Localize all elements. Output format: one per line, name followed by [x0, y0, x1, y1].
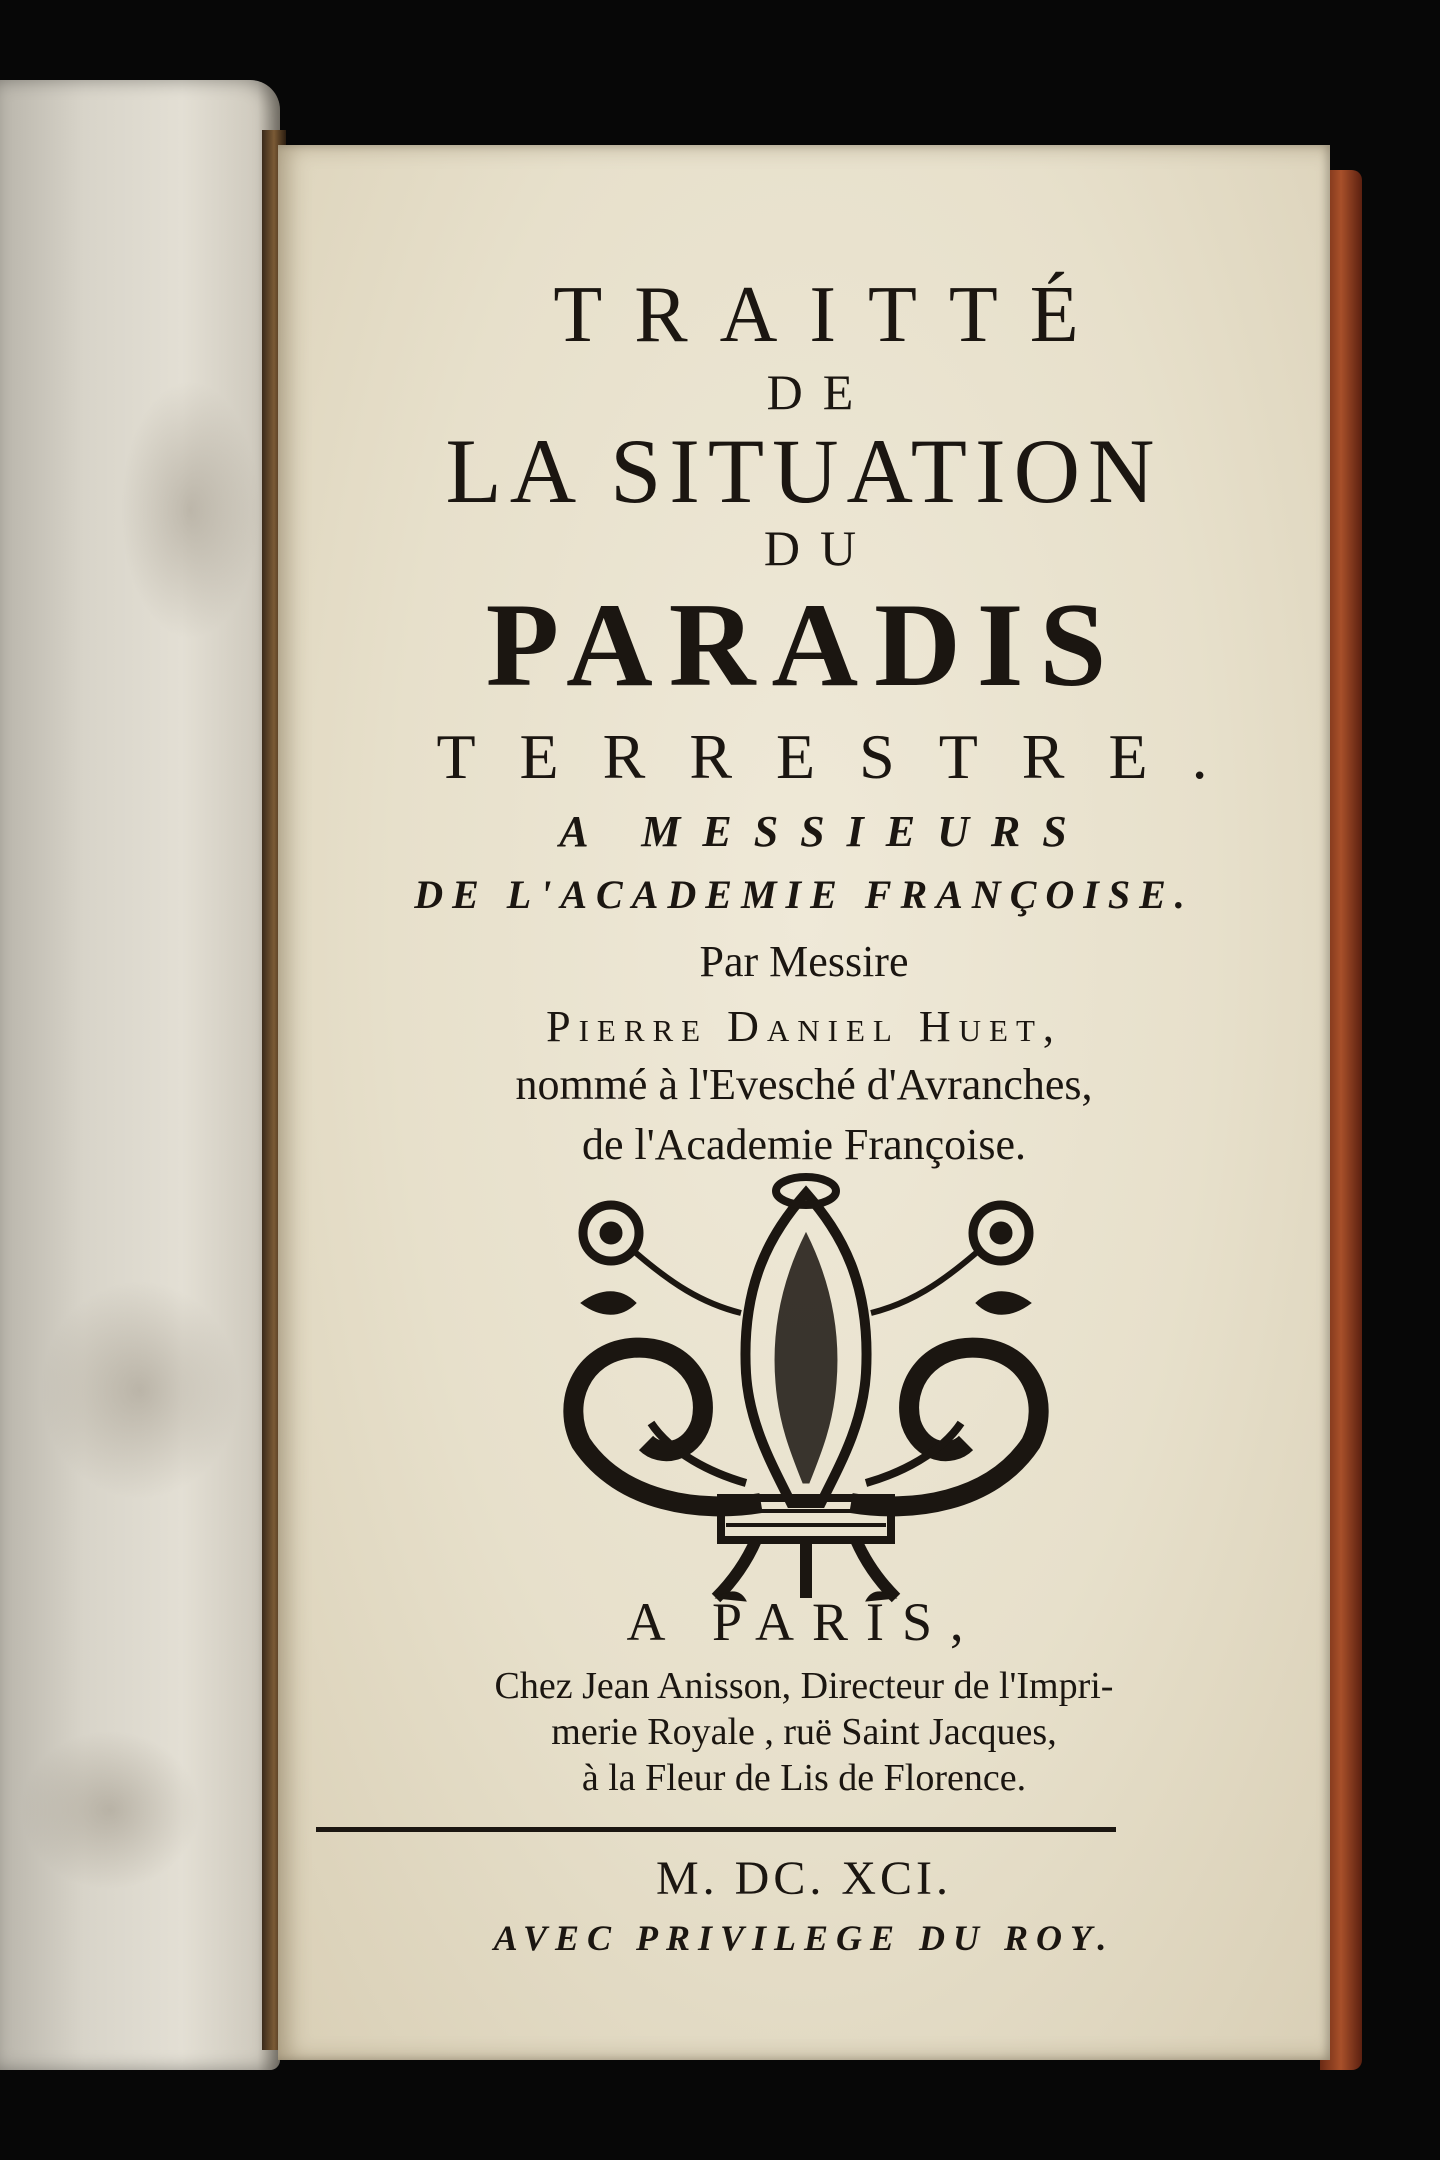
author-affiliation: de l'Academie Françoise. [581, 1120, 1027, 1169]
royal-privilege: AVEC PRIVILEGE DU ROY. [493, 1918, 1115, 1958]
imprint-line-3: à la Fleur de Lis de Florence. [581, 1757, 1027, 1799]
title-line-3: LA SITUATION [445, 420, 1163, 522]
title-line-4: DU [763, 520, 877, 576]
left-blank-page [0, 80, 280, 2070]
fleur-de-lis-ornament-icon [541, 1173, 1071, 1603]
dedication-line-1: A MESSIEURS [559, 807, 1089, 856]
publication-date: M. DC. XCI. [655, 1852, 953, 1905]
author-name: Pierre Daniel Huet, [546, 1002, 1062, 1051]
place-of-publication: A PARIS, [626, 1592, 982, 1652]
imprint-line-2: merie Royale , ruë Saint Jacques, [551, 1711, 1057, 1753]
author-title: nommé à l'Evesché d'Avranches, [515, 1060, 1093, 1109]
title-page [278, 145, 1330, 2060]
title-line-1: TRAITTÉ [553, 271, 1111, 359]
title-line-5: PARADIS [485, 578, 1123, 711]
horizontal-rule [316, 1827, 1116, 1832]
imprint-line-1: Chez Jean Anisson, Directeur de l'Impri- [494, 1665, 1114, 1707]
title-line-6: TERRESTRE. [436, 721, 1252, 792]
by-line: Par Messire [699, 937, 909, 986]
title-line-2: DE [766, 364, 874, 420]
dedication-line-2: DE L'ACADEMIE FRANÇOISE. [414, 872, 1194, 917]
